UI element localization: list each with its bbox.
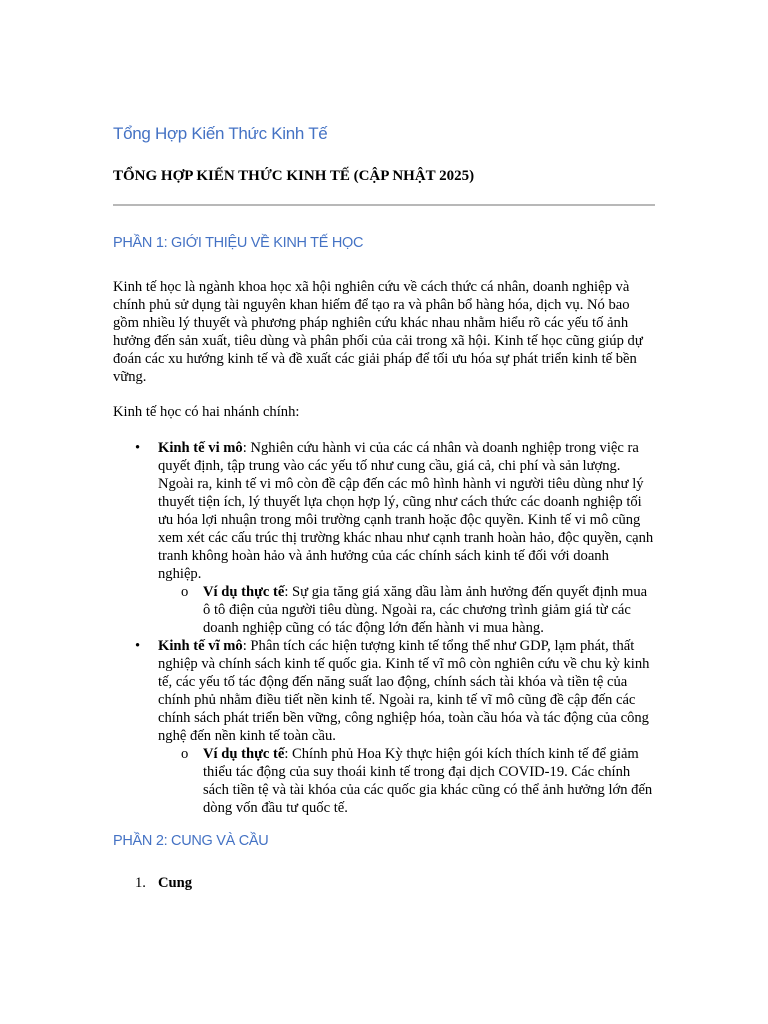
macro-term: Kinh tế vĩ mô xyxy=(158,638,243,654)
macro-example-term: Ví dụ thực tế xyxy=(203,746,285,762)
macro-example-text: : Chính phủ Hoa Kỳ thực hiện gói kích thích kinh tế để giảm thiểu tác động của suy thoái kinh tế trong đại dịch COVID-19. Các chính sách tiền tệ và tài khóa của các quốc gia khác cũng có thể ảnh hưởng lớn đến dòng vốn đầu tư quốc tế. xyxy=(203,746,653,816)
macro-example-list xyxy=(158,745,655,817)
supply-label: Cung xyxy=(158,875,193,891)
section-1-intro-paragraph: Kinh tế học là ngành khoa học xã hội nghiên cứu về cách thức cá nhân, doanh nghiệp và chính phủ sử dụng tài nguyên khan hiếm để tạo ra và phân bổ hàng hóa, dịch vụ. Nó bao gồm nhiều lý thuyết và phương pháp nghiên cứu khác nhau nhằm hiểu rõ các yếu tố ảnh hưởng đến sản xuất, tiêu dùng và phân phối của cải trong xã hội. Kinh tế học cũng giúp dự đoán các xu hướng kinh tế và đề xuất các giải pháp để tối ưu hóa sự phát triển kinh tế bền vững. xyxy=(113,279,643,385)
document-subtitle: TỔNG HỢP KIẾN THỨC KINH TẾ (CẬP NHẬT 2025) xyxy=(113,168,475,184)
micro-example-list xyxy=(158,583,655,637)
list-item-micro xyxy=(113,439,655,637)
list-item-macro xyxy=(113,637,655,817)
micro-description: : Nghiên cứu hành vi của các cá nhân và doanh nghiệp trong việc ra quyết định, tập trung vào các yếu tố như cung cầu, giá cả, chi phí và sản lượng. Ngoài ra, kinh tế vi mô còn đề cập đến các mô hình hành vi người tiêu dùng như lý thuyết tiện ích, lý thuyết lựa chọn hợp lý, cũng như cách thức các doanh nghiệp tối ưu hóa lợi nhuận trong môi trường cạnh tranh hoặc độc quyền. Kinh tế vi mô cũng xem xét các cấu trúc thị trường khác nhau như cạnh tranh hoàn hảo, độc quyền, cạnh tranh không hoàn hảo và ảnh hưởng của các chính sách kinh tế đối với doanh nghiệp. xyxy=(158,440,654,582)
branches-intro-paragraph: Kinh tế học có hai nhánh chính: xyxy=(113,404,300,420)
micro-example-term: Ví dụ thực tế xyxy=(203,584,285,600)
sub-bullet-icon: o xyxy=(181,584,189,600)
horizontal-rule xyxy=(113,204,655,206)
macro-description: : Phân tích các hiện tượng kinh tế tổng thể như GDP, lạm phát, thất nghiệp và chính sách kinh tế quốc gia. Kinh tế vĩ mô còn nghiên cứu về chu kỳ kinh tế, các yếu tố tác động đến năng suất lao động, chính sách tài khóa và tiền tệ của chính phủ nhằm điều tiết nền kinh tế. Ngoài ra, kinh tế vĩ mô cũng đề cập đến các chính sách phát triển bền vững, công nghiệp hóa, toàn cầu hóa và tác động của công nghệ đến nền kinh tế toàn cầu. xyxy=(158,638,650,744)
section-2-numbered-list xyxy=(113,874,192,892)
section-1-heading: PHẦN 1: GIỚI THIỆU VỀ KINH TẾ HỌC xyxy=(113,235,364,251)
list-item-micro-example xyxy=(158,583,655,637)
list-item-macro-example xyxy=(158,745,655,817)
list-item-supply xyxy=(113,874,192,892)
section-2-heading: PHẦN 2: CUNG VÀ CẦU xyxy=(113,833,269,849)
sub-bullet-icon: o xyxy=(181,746,189,762)
list-number: 1. xyxy=(135,875,146,891)
bullet-icon: • xyxy=(135,440,141,456)
branches-list xyxy=(113,439,655,817)
micro-term: Kinh tế vi mô xyxy=(158,440,243,456)
bullet-icon: • xyxy=(135,638,141,654)
document-title: Tổng Hợp Kiến Thức Kinh Tế xyxy=(113,124,328,143)
micro-example-text: : Sự gia tăng giá xăng dầu làm ảnh hưởng đến quyết định mua ô tô điện của người tiêu dùng. Ngoài ra, các chương trình giảm giá từ các doanh nghiệp cũng có tác động lớn đến hành vi mua hàng. xyxy=(203,584,648,636)
